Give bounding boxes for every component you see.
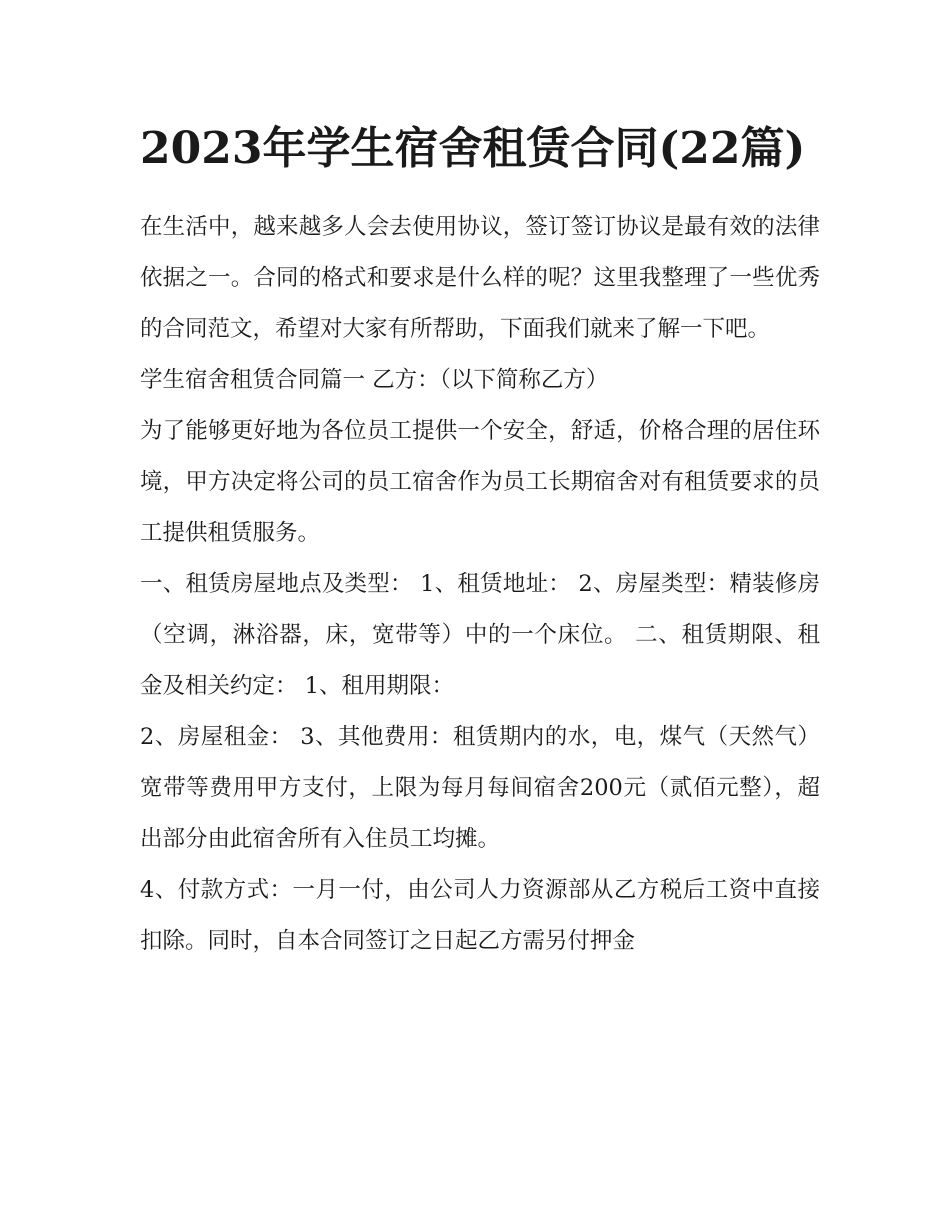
document-page bbox=[140, 110, 820, 967]
intro-paragraph: 在生活中，越来越多人会去使用协议，签订签订协议是最有效的法律依据之一。合同的格式和要求是什么样的呢？这里我整理了一些优秀的合同范文，希望对大家有所帮助，下面我们就来了解一下吧。 bbox=[140, 214, 820, 342]
document-title: 2023年学生宿舍租赁合同(22篇) bbox=[140, 123, 806, 174]
clause-paragraph: 一、租赁房屋地点及类型： 1、租赁地址： 2、房屋类型：精装修房（空调，淋浴器，床，宽带等）中的一个床位。 二、租赁期限、租金及相关约定： 1、租用期限： bbox=[140, 571, 820, 699]
purpose-paragraph: 为了能够更好地为各位员工提供一个安全，舒适，价格合理的居住环境，甲方决定将公司的员工宿舍作为员工长期宿舍对有租赁要求的员工提供租赁服务。 bbox=[140, 418, 820, 546]
clause-paragraph: 4、付款方式：一月一付，由公司人力资源部从乙方税后工资中直接扣除。同时，自本合同签订之日起乙方需另付押金 bbox=[140, 877, 820, 954]
section-heading-paragraph: 学生宿舍租赁合同篇一 乙方：（以下简称乙方） bbox=[140, 367, 609, 393]
clause-paragraph: 2、房屋租金： 3、其他费用：租赁期内的水，电，煤气（天然气）宽带等费用甲方支付，上限为每月每间宿舍200元（贰佰元整），超出部分由此宿舍所有入住员工均摊。 bbox=[140, 724, 820, 852]
